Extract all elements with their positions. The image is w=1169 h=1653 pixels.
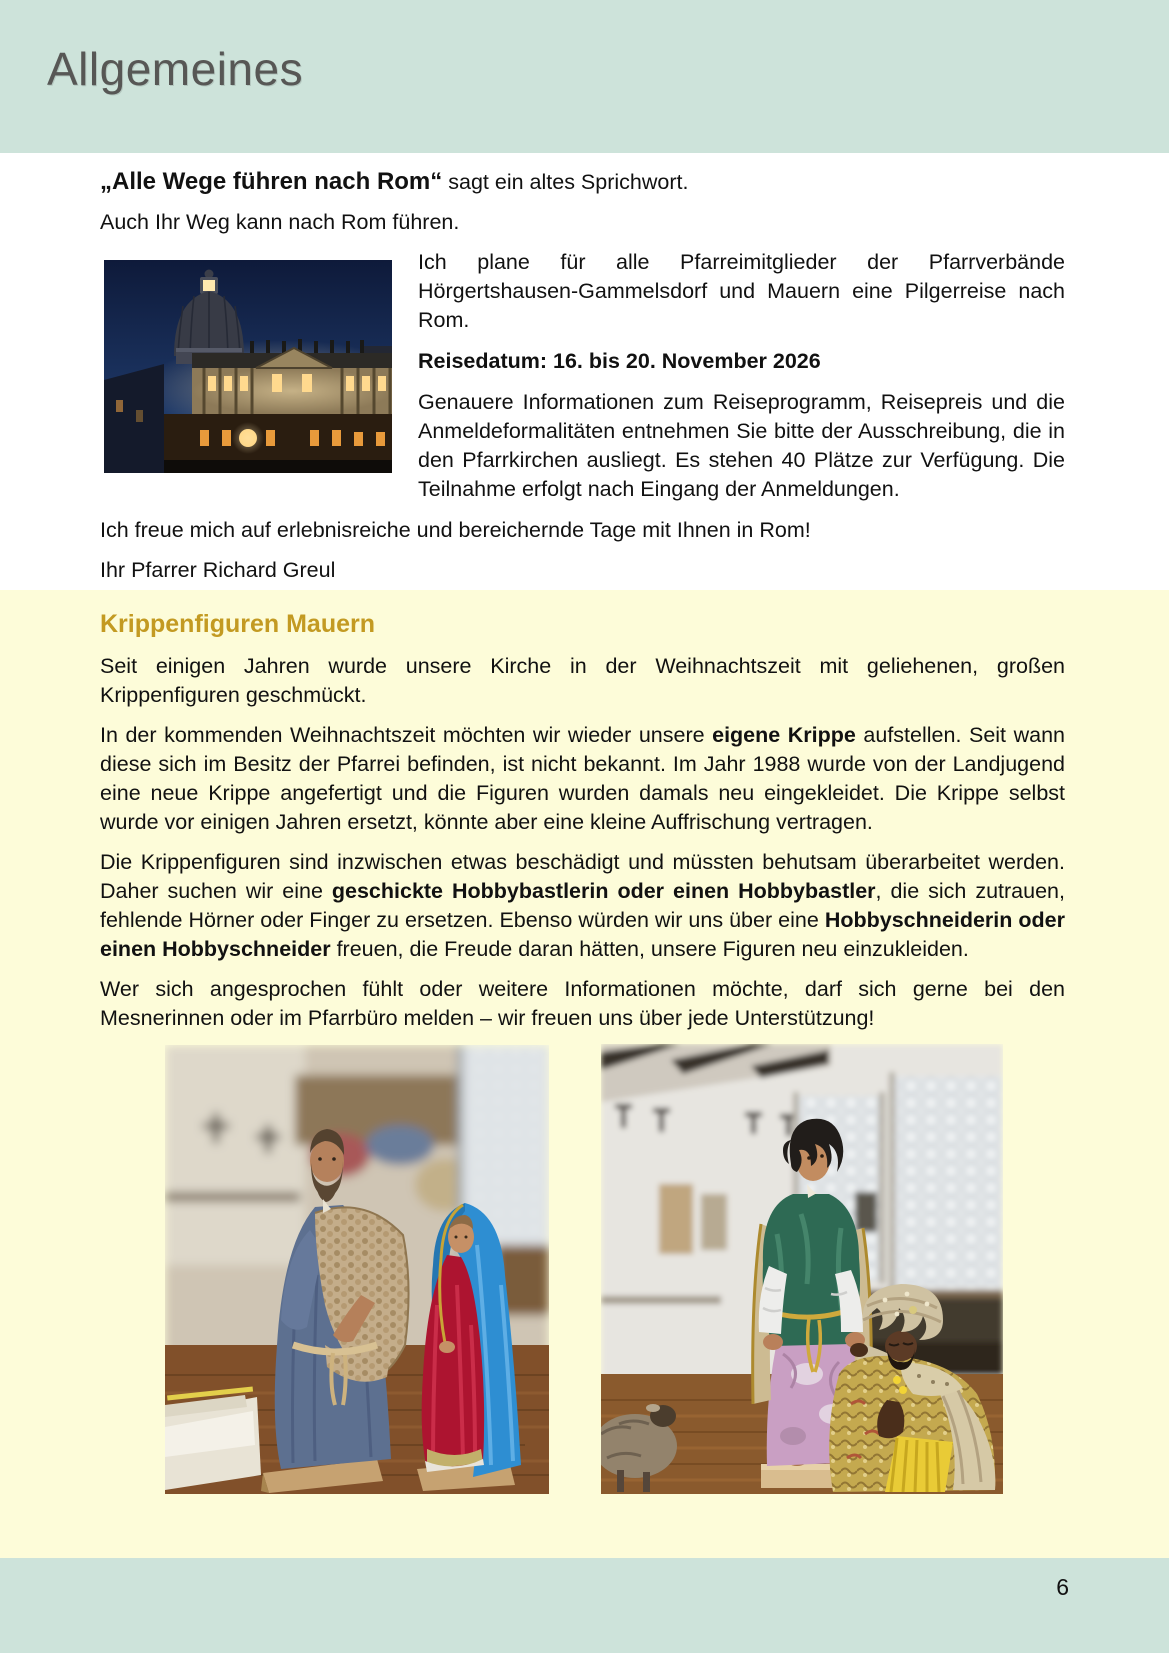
rome-signature: Ihr Pfarrer Richard Greul bbox=[100, 558, 336, 582]
krippen-paragraph-2: In der kommenden Weihnachtszeit möchten wir wieder unsere eigene Krippe aufstellen. Seit wann diese sich im Besitz der Pfarrei befinden, ist nicht bekannt. Im Jahr 1988 wurde von der Landjugend eine neue Krippe angefertigt und die Figuren wurden damals neu eingekleidet. Die Krippe selbst wurde vor einigen Jahren ersetzt, könnte aber eine kleine Auffrischung vertragen. bbox=[100, 723, 1065, 834]
krippen-paragraph-4: Wer sich angesprochen fühlt oder weitere Informationen möchte, darf sich gerne bei den Mesnerinnen oder im Pfarrbüro melden – wir freuen uns über jede Unterstützung! bbox=[100, 977, 1065, 1030]
left-building bbox=[104, 364, 164, 473]
krippen-section bbox=[0, 590, 1169, 1558]
rome-section bbox=[0, 153, 1169, 590]
footer-band bbox=[0, 1558, 1169, 1653]
page-title: Allgemeines bbox=[47, 43, 304, 95]
lower-palazzo bbox=[164, 414, 392, 473]
header-band bbox=[0, 0, 1169, 153]
nativity-photo-row bbox=[165, 1044, 1065, 1494]
nativity-photo-left bbox=[165, 1045, 549, 1494]
nativity-photo-right bbox=[601, 1044, 1003, 1494]
rome-intro-line: „Alle Wege führen nach Rom“ sagt ein altes Sprichwort. bbox=[100, 168, 689, 195]
krippen-heading: Krippenfiguren Mauern bbox=[100, 610, 376, 638]
krippen-paragraph-1: Seit einigen Jahren wurde unsere Kirche in der Weihnachtszeit mit geliehenen, großen Krippenfiguren geschmückt. bbox=[100, 654, 1065, 707]
travel-date-line: Reisedatum: 16. bis 20. November 2026 bbox=[418, 349, 821, 373]
page-number: 6 bbox=[1056, 1574, 1069, 1600]
krippen-paragraph-3: Die Krippenfiguren sind inzwischen etwas beschädigt und müssten behutsam überarbeitet werden. Daher suchen wir eine geschickte Hobbybastlerin oder einen Hobbybastler, die sich zutrauen, fehlende Hörner oder Finger zu ersetzen. Ebenso würden wir uns über eine Hobbyschneiderin oder einen Hobbyschneider freuen, die Freude daran hätten, unsere Figuren neu einzukleiden. bbox=[100, 850, 1065, 961]
rome-photo bbox=[104, 260, 392, 473]
rome-text-block bbox=[100, 248, 1065, 516]
rome-intro-line2: Auch Ihr Weg kann nach Rom führen. bbox=[100, 210, 460, 234]
rome-paragraph-joy: Ich freue mich auf erlebnisreiche und bereichernde Tage mit Ihnen in Rom! bbox=[100, 518, 811, 542]
rome-paragraph-info: Genauere Informationen zum Reiseprogramm, Reisepreis und die Anmeldeformalitäten entnehmen Sie bitte der Ausschreibung, die in den Pfarrkirchen ausliegt. Es stehen 40 Plätze zur Verfügung. Die Teilnahme erfolgt nach Eingang der Anmeldungen. bbox=[418, 390, 1065, 501]
rome-paragraph-plan: Ich plane für alle Pfarreimitglieder der Pfarrverbände Hörgertshausen-Gammelsdorf und Mauern eine Pilgerreise nach Rom. bbox=[418, 250, 1065, 332]
